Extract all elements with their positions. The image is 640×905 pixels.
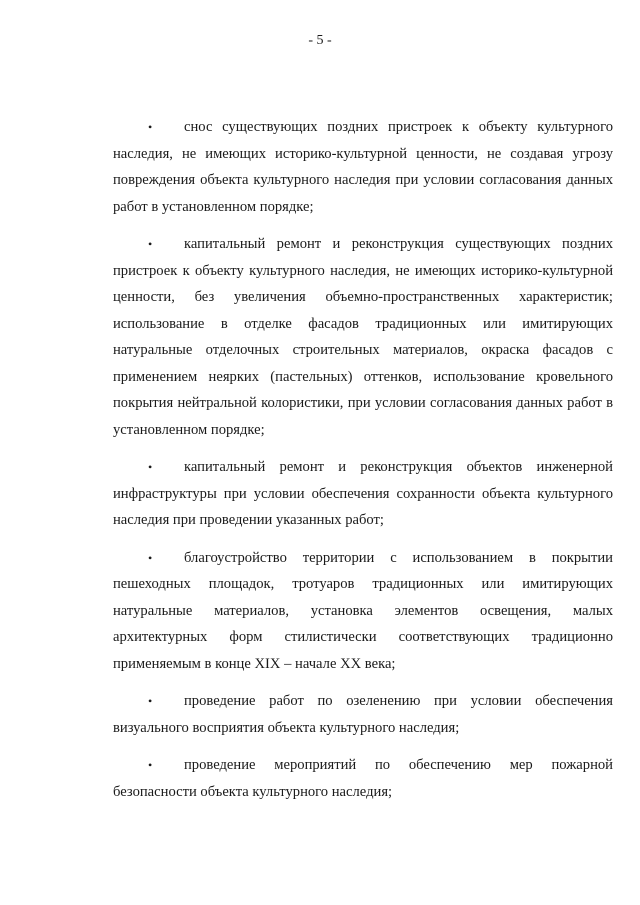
list-item xyxy=(113,231,613,443)
page-number: - 5 - xyxy=(308,33,332,48)
list-item-text: проведение мероприятий по обеспечению мер пожарной безопасности объекта культурного наследия; xyxy=(113,757,613,800)
bullet-icon: • xyxy=(148,694,153,708)
list-item xyxy=(113,114,613,220)
list-item-text: капитальный ремонт и реконструкция объектов инженерной инфраструктуры при условии обеспечения сохранности объекта культурного наследия при проведении указанных работ; xyxy=(113,459,613,528)
list-item-text: капитальный ремонт и реконструкция существующих поздних пристроек к объекту культурного наследия, не имеющих историко-культурной ценности, без увеличения объемно-пространственных характеристик; использование в отделке фасадов традиционных или имитирующих натуральные отделочных строительных материалов, окраска фасадов с применением неярких (пастельных) оттенков, использование кровельного покрытия нейтральной колористики, при условии согласования данных работ в установленном порядке; xyxy=(113,236,613,438)
list-item-text: снос существующих поздних пристроек к объекту культурного наследия, не имеющих историко-культурной ценности, не создавая угрозу повреждения объекта культурного наследия при условии согласования данных работ в установленном порядке; xyxy=(113,119,613,215)
list-item xyxy=(113,752,613,805)
bullet-icon: • xyxy=(148,758,153,772)
list-item-text: благоустройство территории с использованием в покрытии пешеходных площадок, тротуаров традиционных или имитирующих натуральные материалов, установка элементов освещения, малых архитектурных форм стилистически соответствующих традиционно применяемым в конце XIX – начале XX века; xyxy=(113,549,613,672)
bullet-icon: • xyxy=(148,120,153,134)
list-item xyxy=(113,454,613,534)
bullet-list xyxy=(113,114,613,816)
bullet-icon: • xyxy=(148,550,153,565)
list-item-text: проведение работ по озеленению при условии обеспечения визуального восприятия объекта культурного наследия; xyxy=(113,693,613,736)
bullet-icon: • xyxy=(148,460,153,474)
bullet-icon: • xyxy=(148,237,153,251)
list-item xyxy=(113,688,613,741)
list-item xyxy=(113,545,613,678)
